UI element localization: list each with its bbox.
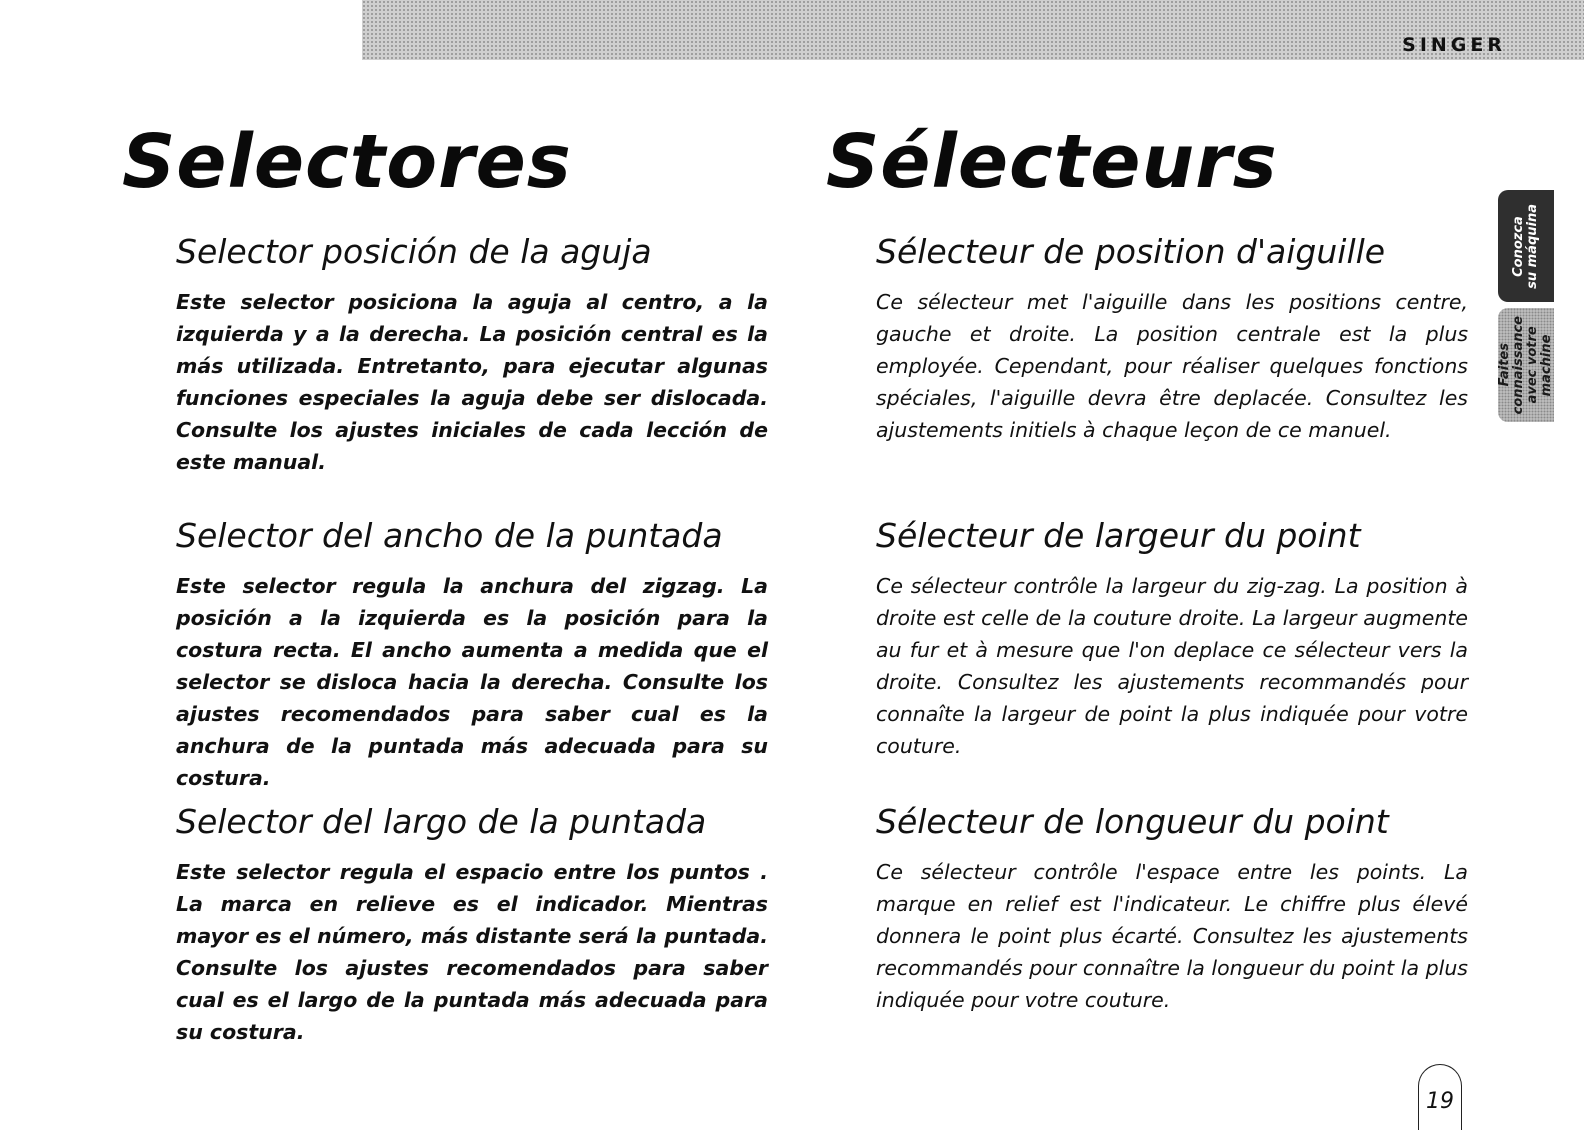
side-tab-spanish — [1498, 190, 1554, 302]
page-title-spanish: Selectores — [122, 119, 572, 205]
section-body: Ce sélecteur contrôle la largeur du zig-zag. La position à droite est celle de la couture droite. La largeur augmente au fur et à mesure que l'on deplace ce sélecteur vers la droite. Consultez les ajustements recommandés pour connaîte la largeur de point la plus indiquée pour votre couture. — [876, 573, 1468, 758]
header-band — [362, 0, 1584, 60]
section-body: Ce sélecteur met l'aiguille dans les positions centre, gauche et droite. La position centrale est la plus employée. Cependant, pour réaliser quelques fonctions spéciales, l'aiguille devra être deplacée. Consultez les ajustements initiels à chaque leçon de ce manuel. — [876, 289, 1468, 442]
section-heading: Selector del largo de la puntada — [176, 802, 707, 841]
section-stitch-length-fr — [876, 802, 1476, 1016]
section-needle-position-fr — [876, 232, 1476, 446]
side-tab-label: Conozca su máquina — [1511, 203, 1540, 289]
section-heading: Selector del ancho de la puntada — [176, 516, 723, 555]
page-title-french: Sélecteurs — [826, 119, 1278, 205]
section-stitch-length-es — [176, 802, 776, 1048]
section-body: Este selector posiciona la aguja al centro, a la izquierda y a la derecha. La posición central es la más utilizada. Entretanto, para ejecutar algunas funciones especiales la aguja debe ser dislocada. Consulte los ajustes iniciales de cada lección de este manual. — [176, 289, 768, 474]
section-body: Este selector regula el espacio entre los puntos . La marca en relieve es el indicador. Mientras mayor es el número, más distante será la puntada. Consulte los ajustes recomendados para saber cual es el largo de la puntada más adecuada para su costura. — [176, 859, 768, 1044]
section-needle-position-es — [176, 232, 776, 478]
page-number: 19 — [1418, 1064, 1462, 1130]
section-body: Ce sélecteur contrôle l'espace entre les points. La marque en relief est l'indicateur. Le chiffre plus élevé donnera le point plus écarté. Consultez les ajustements recommandés pour connaître la longueur du point la plus indiquée pour votre couture. — [876, 859, 1468, 1012]
section-heading: Sélecteur de position d'aiguille — [876, 232, 1386, 271]
side-tab-label: Faites connaissance avec votre machine — [1497, 315, 1554, 415]
section-stitch-width-es — [176, 516, 776, 794]
section-body: Este selector regula la anchura del zigzag. La posición a la izquierda es la posición para la costura recta. El ancho aumenta a medida que el selector se disloca hacia la derecha. Consulte los ajustes recomendados para saber cual es la anchura de la puntada más adecuada para su costura. — [176, 573, 768, 790]
side-tab-french — [1498, 308, 1554, 422]
brand-logo: SINGER — [1402, 34, 1506, 56]
section-heading: Sélecteur de largeur du point — [876, 516, 1361, 555]
section-heading: Selector posición de la aguja — [176, 232, 652, 271]
section-heading: Sélecteur de longueur du point — [876, 802, 1389, 841]
section-stitch-width-fr — [876, 516, 1476, 762]
